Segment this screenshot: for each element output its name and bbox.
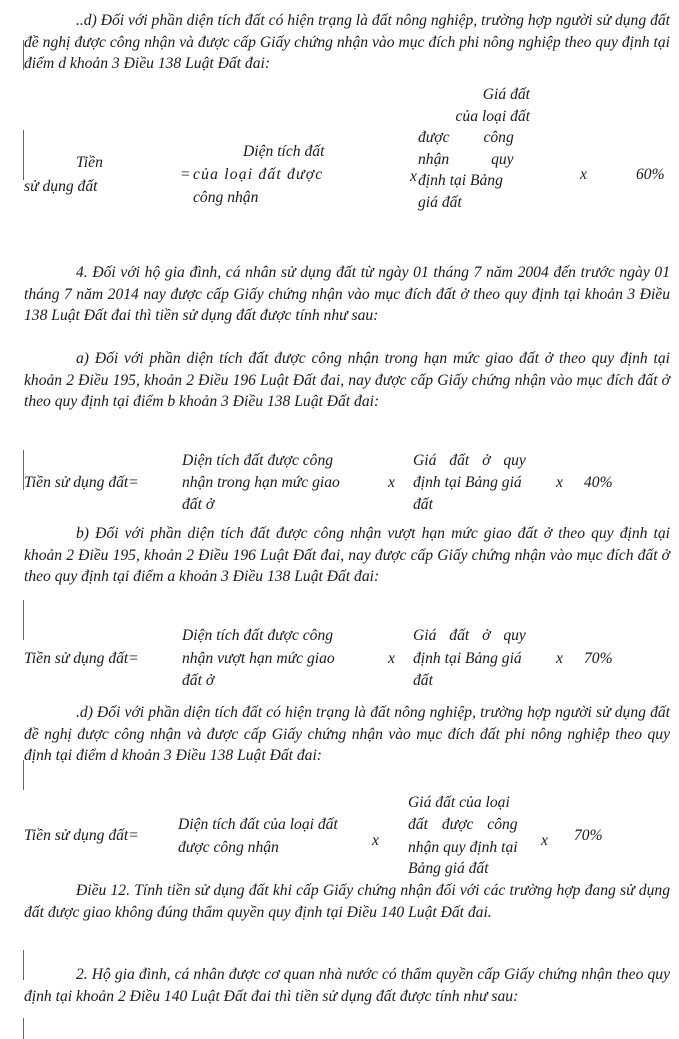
formula-1-price-line1: Giá đất [482,86,530,103]
formula-2-area-line3: đất ở [182,496,215,513]
formula-2-area-line2: nhận trong hạn mức giao [182,474,340,491]
paragraph-d-first: ..d) Đối với phần diện tích đất có hiện trạng là đất nông nghiệp, trường hợp người sử dụng đất đề nghị được công nhận và được cấp Giấy chứng nhận vào mục đích phi nông nghiệp theo quy định tại điểm d khoản 3 Điều 138 Luật Đất đai: [24,12,670,72]
formula-4-lhs: Tiền sử dụng đất= [24,827,139,844]
formula-4-price-line2: đất được công [408,816,518,833]
formula-1-price-line4: nhận quy [418,150,514,168]
formula-2-price-line1: Giá đất ở quy [413,452,526,469]
formula-1-price-line2: của loại đất [455,107,530,125]
margin-mark [23,600,24,640]
formula-3-lhs: Tiền sử dụng đất= [24,650,139,667]
formula-1-price-line6: giá đất [418,193,462,211]
formula-4-rate: 70% [574,827,603,844]
formula-1-times-1: x [410,168,417,185]
formula-1-price-line3: được công [418,129,514,146]
paragraph-d-second: .d) Đối với phần diện tích đất có hiện trạng là đất nông nghiệp, trường hợp người sử dụng đất đề nghị được công nhận và được cấp Giấy chứng nhận vào mục đích đất phi nông nghiệp theo quy định tại điểm d khoản 3 Điều 138 Luật Đất đai: [24,704,670,764]
margin-mark [23,1018,24,1039]
formula-4-price-line1: Giá đất của loại [408,794,510,811]
formula-4-times-2: x [541,832,548,849]
paragraph-2: 2. Hộ gia đình, cá nhân được cơ quan nhà nước có thẩm quyền cấp Giấy chứng nhận theo quy định tại khoản 2 Điều 140 Luật Đất đai thì tiền sử dụng đất được tính như sau: [24,966,670,1005]
formula-2-price-line3: đất [413,496,433,513]
formula-2-times-2: x [556,474,563,491]
formula-2-price-line2: định tại Bảng giá [413,474,522,491]
article-12-heading: Điều 12. Tính tiền sử dụng đất khi cấp Giấy chứng nhận đối với các trường hợp đang sử dụng đất được giao không đúng thẩm quyền quy định tại Điều 140 Luật Đất đai. [24,882,670,921]
formula-3-times-2: x [556,650,563,667]
formula-3-area-line2: nhận vượt hạn mức giao [182,650,335,667]
paragraph-4a: a) Đối với phần diện tích đất được công nhận trong hạn mức giao đất ở theo quy định tại khoản 2 Điều 195, khoản 2 Điều 196 Luật Đất đai, nay được cấp Giấy chứng nhận vào mục đích đất ở theo quy định tại điểm b khoản 3 Điều 138 Luật Đất đai: [24,350,670,410]
formula-1-area-line1: Diện tích đất [243,143,325,160]
formula-3-area-line3: đất ở [182,672,215,689]
formula-3-rate: 70% [584,650,613,667]
formula-1-rate: 60% [636,166,665,183]
paragraph-4b: b) Đối với phần diện tích đất được công nhận vượt hạn mức giao đất ở theo quy định tại khoản 2 Điều 195, khoản 2 Điều 196 Luật Đất đai, nay được cấp Giấy chứng nhận vào mục đích đất ở theo quy định tại điểm a khoản 3 Điều 138 Luật Đất đai: [24,525,670,585]
formula-2-area-line1: Diện tích đất được công [182,452,334,469]
formula-1-area-line3: công nhận [193,189,259,206]
formula-1-equals: = [180,166,191,183]
paragraph-4: 4. Đối với hộ gia đình, cá nhân sử dụng đất từ ngày 01 tháng 7 năm 2004 đến trước ngày 01 tháng 7 năm 2014 nay được cấp Giấy chứng nhận vào mục đích đất ở theo quy định tại khoản 3 Điều 138 Luật Đất đai thì tiền sử dụng đất được tính như sau: [24,264,670,324]
formula-3-price-line3: đất [413,672,433,689]
formula-4-area-line2: được công nhận [178,839,279,856]
formula-3-area-line1: Diện tích đất được công [182,627,334,644]
margin-mark [23,130,24,180]
formula-1-area-line2: của loại đất được [193,166,324,183]
formula-2-times-1: x [388,474,395,491]
formula-2-rate: 40% [584,474,613,491]
formula-1-price [418,84,530,213]
formula-1-lhs-line1: Tiền [76,154,103,171]
formula-3-price-line1: Giá đất ở quy [413,627,526,644]
formula-4-area-line1: Diện tích đất của loại đất [178,816,338,833]
formula-3-times-1: x [388,650,395,667]
formula-2-lhs: Tiền sử dụng đất= [24,474,139,491]
formula-4-price-line3: nhận quy định tại [408,839,518,856]
formula-1-times-2: x [580,166,587,183]
formula-3-price-line2: định tại Bảng giá [413,650,522,667]
formula-4-price-line4: Bảng giá đất [408,860,489,877]
formula-4-times-1: x [372,832,379,849]
formula-1-lhs-line2: sử dụng đất [24,178,98,195]
formula-1-price-line5: định tại Bảng [418,172,503,189]
